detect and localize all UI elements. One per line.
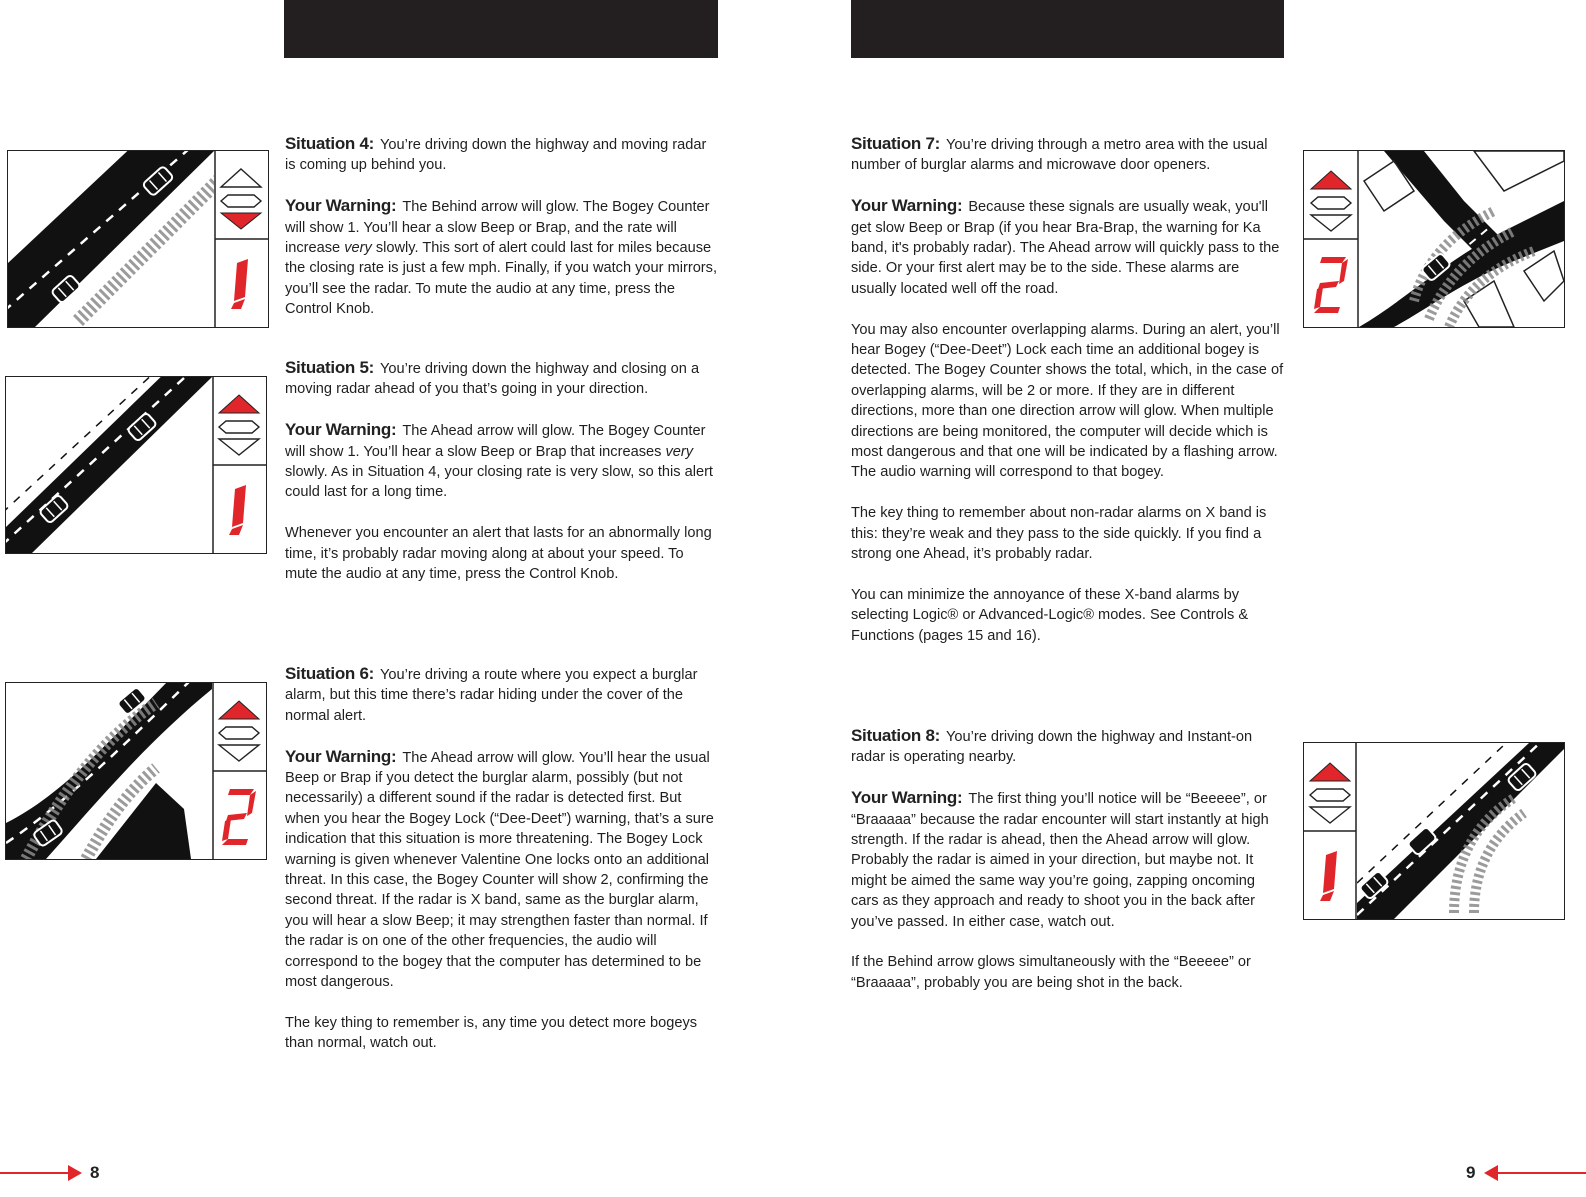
situation-4-warning-em: very [344, 240, 372, 257]
right-header-bar [851, 0, 1284, 58]
situation-6-label: Situation 6: [285, 664, 374, 683]
bogey-counter-digit [1314, 257, 1348, 313]
situation-7-text [851, 134, 1285, 646]
situation-8-extra: If the Behind arrow glows simultaneously with the “Beeeee” or “Braaaaa”, probably you are being shot in the back. [851, 954, 1251, 991]
situation-4-diagram [7, 150, 269, 328]
situation-4-text [285, 134, 719, 320]
situation-4-label: Situation 4: [285, 134, 374, 153]
side-arrows-icon [1311, 197, 1351, 209]
situation-5-text [285, 358, 719, 584]
situation-4-warning-post: slowly. This sort of alert could last for miles because the closing rate is just a few mph. Finally, if you watch your mirrors, you’ll see the radar. To mute the audio at any time, press the Control Knob. [285, 240, 718, 318]
building [96, 783, 191, 859]
situation-5-warning-post: slowly. As in Situation 4, your closing rate is very slow, so this alert could last for a long time. [285, 464, 713, 501]
bogey-counter-digit [231, 259, 248, 309]
behind-arrow-icon [221, 213, 261, 229]
bogey-counter-digit [222, 789, 256, 845]
situation-5-warning-label: Your Warning: [285, 420, 397, 440]
situation-6-extra: The key thing to remember is, any time you detect more bogeys than normal, watch out. [285, 1014, 698, 1052]
side-arrows-icon [221, 195, 261, 207]
situation-5-diagram [5, 376, 267, 554]
situation-5-extra: Whenever you encounter an alert that lasts for an abnormally long time, it’s probably radar moving along at about your speed. To mute the audio at any time, press the Control Knob. [285, 525, 712, 583]
left-page-number: 8 [90, 1163, 100, 1182]
situation-6-text [285, 664, 719, 1054]
right-page-arrow-line [1496, 1172, 1586, 1174]
situation-6-warning-text: The Ahead arrow will glow. You’ll hear the usual Beep or Brap if you detect the burglar alarm, possibly (but not necessarily) a different sound if the radar is detected first. But when you hear the Bogey Lock (“Dee-Deet”) warning, that’s a sure indication that this situation is more threatening. The Bogey Lock warning is given whenever Valentine One locks onto an additional threat. In this case, the Bogey Counter will show 2, confirming the second threat. If the radar is X band, same as the burglar alarm, you will hear a slow Beep; it may strengthen faster than normal. If the radar is on one of the other frequencies, the audio will correspond to the bogey that the computer has determined to be most dangerous. [285, 749, 714, 991]
bogey-counter-digit [229, 485, 246, 535]
ahead-arrow-icon [219, 701, 259, 719]
situation-4-description: You’re driving down the highway and moving radar is coming up behind you. [285, 137, 707, 174]
situation-8-warning-label: Your Warning: [851, 788, 963, 808]
behind-arrow-icon [219, 439, 259, 455]
situation-7-extra-1: You may also encounter overlapping alarms. During an alert, you’ll hear Bogey (“Dee-Deet”) Lock each time an additional bogey is detected. The Bogey Counter shows the total, which, in the case of overlapping alarms, will be 2 or more. If they are in different directions, more than one direction arrow will glow. When multiple directions are being monitored, the computer will decide which is most dangerous and that one will be indicated by a flashing arrow. The audio warning will correspond to that bogey. [851, 321, 1284, 481]
ahead-arrow-icon [219, 395, 259, 413]
situation-7-warning-label: Your Warning: [851, 196, 963, 216]
ahead-arrow-icon [1311, 171, 1351, 189]
situation-6-warning-label: Your Warning: [285, 746, 397, 766]
situation-6-diagram [5, 682, 267, 860]
situation-4-warning-label: Your Warning: [285, 196, 397, 216]
side-arrows-icon [219, 727, 259, 739]
situation-5-warning-em: very [665, 443, 694, 460]
situation-6-description: You’re driving a route where you expect a burglar alarm, but this time there’s radar hiding under the cover of the normal alert. [285, 667, 698, 724]
situation-8-description: You’re driving down the highway and Instant-on radar is operating nearby. [851, 729, 1253, 766]
ahead-arrow-icon [221, 169, 261, 187]
road [6, 377, 212, 553]
behind-arrow-icon [1310, 807, 1350, 823]
page-arrow-icon [68, 1165, 82, 1181]
situation-5-warning-pre: The Ahead arrow will glow. The Bogey Counter will show 1. You’ll hear a slow Beep or Brap that increases [285, 423, 706, 460]
situation-8-text [851, 726, 1285, 993]
situation-7-warning-text: Because these signals are usually weak, you'll get slow Beep or Brap (if you hear Bra-Brap, the warning for Ka band, it's probably radar). The Ahead arrow will quickly pass to the side. Or your first alert may be to the side. These alarms are usually located well off the road. [851, 199, 1280, 297]
right-page-number: 9 [1466, 1163, 1476, 1182]
situation-7-extra-2: The key thing to remember about non-radar alarms on X band is this: they’re weak and they pass to the side quickly. If you find a strong one Ahead, it’s probably radar. [851, 505, 1267, 563]
situation-7-diagram [1303, 150, 1565, 328]
behind-arrow-icon [1311, 215, 1351, 231]
situation-4-warning-pre: The Behind arrow will glow. The Bogey Counter will show 1. You’ll hear a slow Beep or Brap, and the rate will increase [285, 199, 710, 257]
situation-8-diagram [1303, 742, 1565, 920]
side-arrows-icon [1310, 789, 1350, 801]
situation-8-warning-text: The first thing you’ll notice will be “Beeeee”, or “Braaaaa” because the radar encounter will start instantly at high strength. If the radar is ahead, then the Ahead arrow will glow. Probably the radar is aimed in your direction, but maybe not. It might be aimed the same way you’re going, zapping oncoming cars as they approach and ready to shoot you in the back after you’ve passed. In either case, watch out. [851, 791, 1269, 930]
situation-5-description: You’re driving down the highway and closing on a moving radar ahead of you that’s going in your direction. [285, 361, 700, 398]
road [8, 151, 214, 327]
behind-arrow-icon [219, 745, 259, 761]
bogey-counter-digit [1320, 851, 1337, 901]
situation-5-label: Situation 5: [285, 358, 374, 377]
left-page-arrow-line [0, 1172, 70, 1174]
situation-7-description: You’re driving through a metro area with the usual number of burglar alarms and microwave door openers. [851, 137, 1268, 174]
situation-7-extra-3: You can minimize the annoyance of these X-band alarms by selecting Logic® or Advanced-Logic® modes. See Controls & Functions (pages 15 and 16). [851, 586, 1249, 644]
situation-8-label: Situation 8: [851, 726, 940, 745]
side-arrows-icon [219, 421, 259, 433]
ahead-arrow-icon [1310, 763, 1350, 781]
left-header-bar [284, 0, 718, 58]
situation-7-label: Situation 7: [851, 134, 940, 153]
